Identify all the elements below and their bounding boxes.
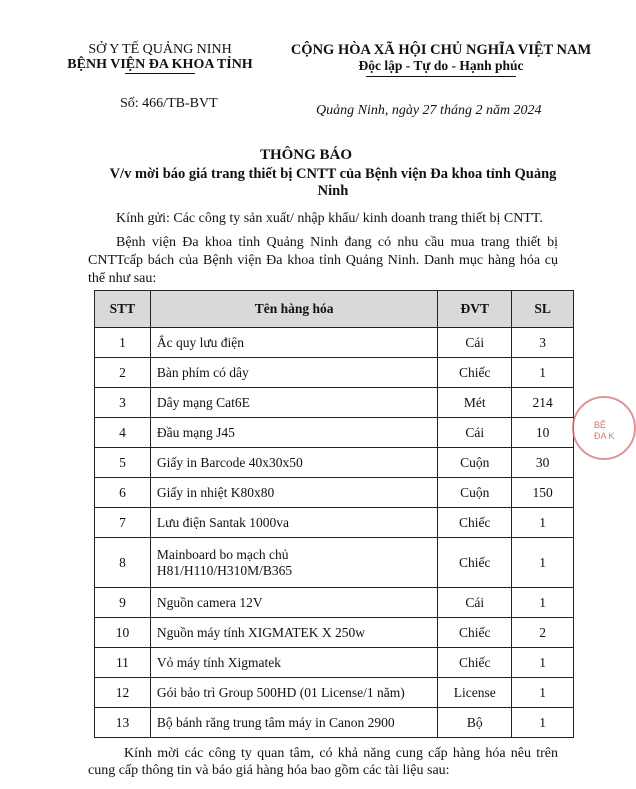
cell-unit: Cái: [438, 418, 512, 448]
header-qty: SL: [512, 291, 574, 328]
table-row: [95, 538, 574, 588]
cell-stt: 5: [95, 448, 151, 478]
table-row: [95, 708, 574, 738]
items-table: [94, 290, 574, 738]
cell-unit: License: [438, 678, 512, 708]
official-stamp: [572, 396, 636, 460]
cell-qty: 10: [512, 418, 574, 448]
nation-name: CỘNG HÒA XÃ HỘI CHỦ NGHĨA VIỆT NAM: [290, 42, 592, 58]
intro-paragraph: Bệnh viện Đa khoa tỉnh Quảng Ninh đang có nhu cầu mua trang thiết bị CNTTcấp bách của Bệnh viện Đa khoa tỉnh Quảng Ninh. Danh mục hàng hóa cụ thể như sau:: [88, 235, 558, 286]
cell-qty: 214: [512, 388, 574, 418]
cell-unit: Chiếc: [438, 618, 512, 648]
cell-stt: 4: [95, 418, 151, 448]
cell-qty: 1: [512, 708, 574, 738]
cell-stt: 1: [95, 328, 151, 358]
table-row: [95, 328, 574, 358]
national-motto: Độc lập - Tự do - Hạnh phúc: [358, 58, 524, 73]
document-subject: V/v mời báo giá trang thiết bị CNTT của Bệnh viện Đa khoa tỉnh Quảng Ninh: [109, 166, 557, 199]
cell-name: Mainboard bo mạch chủ H81/H110/H310M/B365: [150, 538, 437, 588]
cell-stt: 6: [95, 478, 151, 508]
header-name: Tên hàng hóa: [150, 291, 437, 328]
cell-name: Đầu mạng J45: [150, 418, 437, 448]
table-row: [95, 588, 574, 618]
table-row: [95, 358, 574, 388]
cell-stt: 11: [95, 648, 151, 678]
cell-stt: 7: [95, 508, 151, 538]
table-row: [95, 618, 574, 648]
cell-name: Nguồn máy tính XIGMATEK X 250w: [150, 618, 437, 648]
cell-unit: Chiếc: [438, 358, 512, 388]
cell-stt: 13: [95, 708, 151, 738]
cell-stt: 12: [95, 678, 151, 708]
cell-qty: 1: [512, 538, 574, 588]
table-row: [95, 678, 574, 708]
cell-stt: 10: [95, 618, 151, 648]
national-header: [280, 42, 602, 77]
cell-qty: 2: [512, 618, 574, 648]
cell-qty: 1: [512, 648, 574, 678]
cell-stt: 2: [95, 358, 151, 388]
cell-qty: 30: [512, 448, 574, 478]
org-parent: SỞ Y TẾ QUẢNG NINH: [88, 42, 232, 57]
cell-name: Bàn phím có dây: [150, 358, 437, 388]
cell-qty: 1: [512, 678, 574, 708]
stamp-text-1: BỆ: [594, 420, 607, 430]
cell-name: Nguồn camera 12V: [150, 588, 437, 618]
cell-qty: 3: [512, 328, 574, 358]
cell-unit: Bộ: [438, 708, 512, 738]
cell-unit: Cái: [438, 328, 512, 358]
cell-qty: 1: [512, 358, 574, 388]
cell-name: Giấy in Barcode 40x30x50: [150, 448, 437, 478]
cell-name: Giấy in nhiệt K80x80: [150, 478, 437, 508]
cell-unit: Cái: [438, 588, 512, 618]
document-title: THÔNG BÁO: [259, 147, 353, 163]
org-name: BỆNH VIỆN ĐA KHOA TỈNH: [67, 57, 253, 72]
table-row: [95, 418, 574, 448]
cell-name: Vỏ máy tính Xigmatek: [150, 648, 437, 678]
table-row: [95, 448, 574, 478]
cell-stt: 8: [95, 538, 151, 588]
cell-name: Lưu điện Santak 1000va: [150, 508, 437, 538]
cell-unit: Chiếc: [438, 538, 512, 588]
header-stt: STT: [95, 291, 151, 328]
cell-unit: Mét: [438, 388, 512, 418]
table-row: [95, 648, 574, 678]
table-row: [95, 478, 574, 508]
cell-name: Gói bảo trì Group 500HD (01 License/1 năm): [150, 678, 437, 708]
recipient-line: Kính gửi: Các công ty sản xuất/ nhập khẩu/ kinh doanh trang thiết bị CNTT.: [116, 211, 543, 226]
cell-stt: 9: [95, 588, 151, 618]
cell-unit: Chiếc: [438, 648, 512, 678]
motto-underline: [366, 76, 516, 77]
cell-name: Dây mạng Cat6E: [150, 388, 437, 418]
org-underline: [125, 73, 195, 74]
cell-unit: Cuộn: [438, 478, 512, 508]
table-row: [95, 388, 574, 418]
cell-stt: 3: [95, 388, 151, 418]
cell-qty: 1: [512, 588, 574, 618]
cell-unit: Cuộn: [438, 448, 512, 478]
table-header-row: [95, 291, 574, 328]
table-row: [95, 508, 574, 538]
stamp-text-2: ĐA K: [594, 431, 615, 441]
cell-unit: Chiếc: [438, 508, 512, 538]
cell-name: Ắc quy lưu điện: [150, 328, 437, 358]
closing-paragraph: Kính mời các công ty quan tâm, có khả năng cung cấp hàng hóa nêu trên cung cấp thông tin và báo giá hàng hóa bao gồm các tài liệu sau:: [88, 746, 558, 778]
header-unit: ĐVT: [438, 291, 512, 328]
document-number: Số: 466/TB-BVT: [120, 96, 218, 111]
cell-qty: 1: [512, 508, 574, 538]
cell-qty: 150: [512, 478, 574, 508]
date-line: Quảng Ninh, ngày 27 tháng 2 năm 2024: [316, 103, 542, 118]
issuing-organization: [60, 42, 260, 74]
cell-name: Bộ bánh răng trung tâm máy in Canon 2900: [150, 708, 437, 738]
